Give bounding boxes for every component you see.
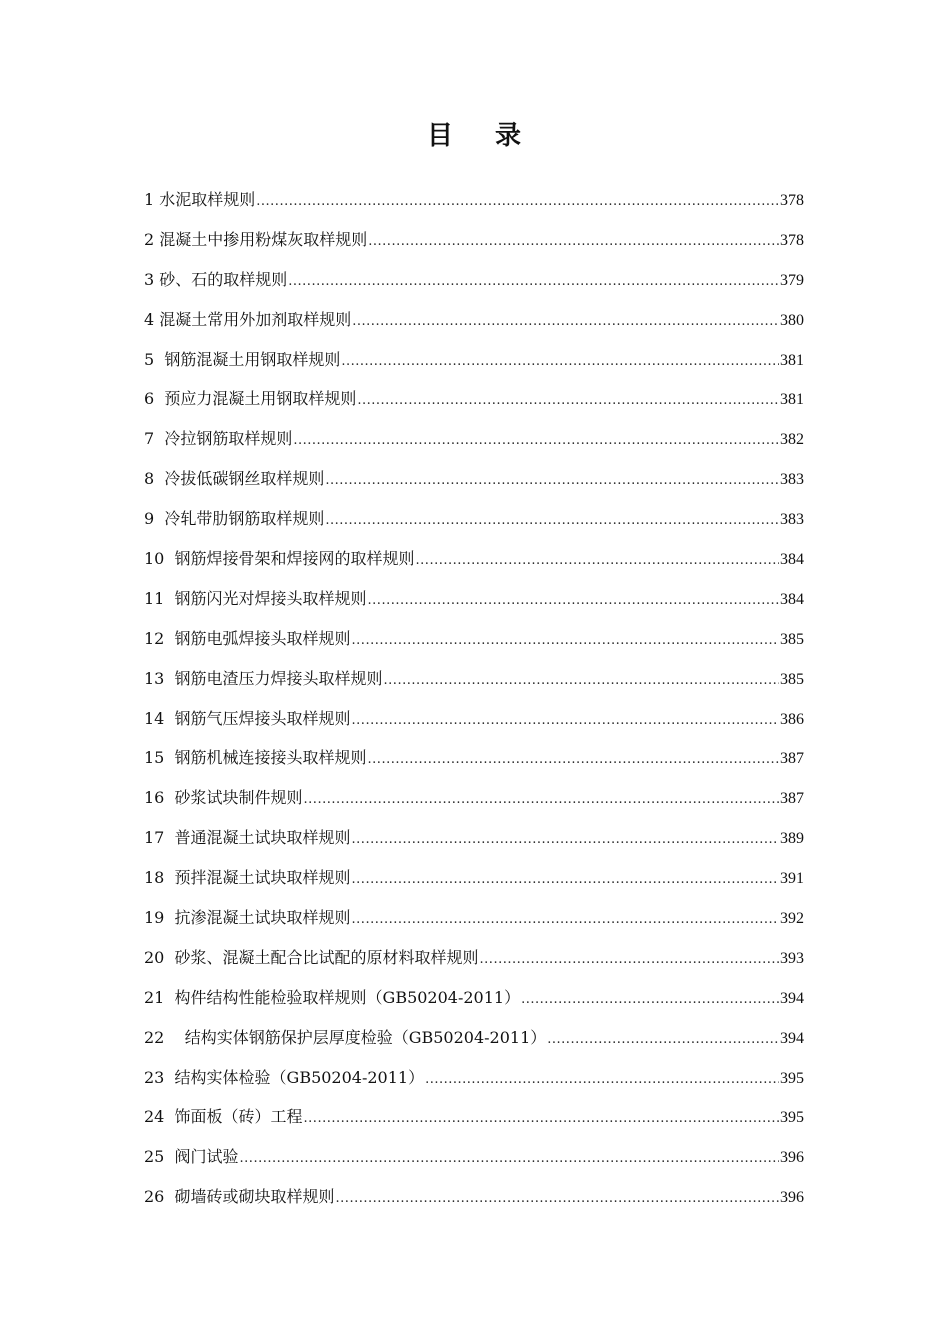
toc-entry-page-number: 394 [780,989,804,1007]
toc-dot-leader [352,866,779,894]
toc-entry-page-number: 384 [780,551,804,569]
toc-entry[interactable] [144,385,804,425]
toc-dot-leader [304,786,779,814]
toc-entry-page-number: 396 [780,1189,804,1207]
toc-entry-page-number: 389 [780,830,804,848]
toc-entry-page-number: 382 [780,431,804,449]
toc-dot-leader [288,268,779,296]
toc-entry[interactable] [144,226,804,266]
toc-entry-label: 21 构件结构性能检验取样规则（GB50204-2011） [144,987,521,1007]
toc-entry-page-number: 384 [780,590,804,608]
toc-dot-leader [304,1105,779,1133]
page-title [0,116,950,156]
toc-entry[interactable] [144,1143,804,1183]
toc-dot-leader [425,1066,779,1094]
toc-entry[interactable] [144,944,804,984]
toc-entry-page-number: 396 [780,1149,804,1167]
toc-dot-leader [368,228,779,256]
toc-entry-label: 5 钢筋混凝土用钢取样规则 [144,349,341,369]
toc-entry-page-number: 395 [780,1069,804,1087]
toc-entry[interactable] [144,904,804,944]
page-title-part1: 目 [426,121,455,151]
toc-dot-leader [325,507,779,535]
toc-entry-page-number: 387 [780,790,804,808]
toc-dot-leader [352,826,779,854]
toc-dot-leader [293,427,779,455]
toc-entry-page-number: 381 [780,391,804,409]
toc-entry-label: 14 钢筋气压焊接头取样规则 [144,708,351,728]
toc-dot-leader [357,387,779,415]
toc-entry-page-number: 383 [780,471,804,489]
toc-entry-label: 11 钢筋闪光对焊接头取样规则 [144,588,367,608]
toc-entry-page-number: 380 [780,311,804,329]
toc-entry-page-number: 378 [780,192,804,209]
toc-entry-label: 10 钢筋焊接骨架和焊接网的取样规则 [144,549,415,569]
toc-entry-page-number: 394 [780,1029,804,1047]
toc-dot-leader [480,946,779,974]
toc-entry-label: 15 钢筋机械连接接头取样规则 [144,748,367,768]
toc-entry[interactable] [144,306,804,346]
toc-entry[interactable] [144,705,804,745]
toc-entry[interactable] [144,665,804,705]
toc-entry-page-number: 395 [780,1109,804,1127]
toc-entry-label: 6 预应力混凝土用钢取样规则 [144,389,357,409]
toc-dot-leader [240,1145,779,1173]
toc-dot-leader [521,986,779,1014]
toc-entry[interactable] [144,744,804,784]
toc-entry-page-number: 385 [780,670,804,688]
toc-entry-label: 8 冷拔低碳钢丝取样规则 [144,469,325,489]
toc-dot-leader [325,467,779,495]
toc-entry-label: 25 阀门试验 [144,1147,239,1167]
toc-entry-page-number: 383 [780,511,804,529]
toc-dot-leader [368,746,779,774]
toc-entry[interactable] [144,1064,804,1104]
toc-entry-label: 22 结构实体钢筋保护层厚度检验（GB50204-2011） [144,1027,547,1047]
toc-entry-page-number: 381 [780,351,804,369]
toc-entry[interactable] [144,625,804,665]
toc-entry-label: 3 砂、石的取样规则 [144,269,288,289]
toc-entry-label: 2 混凝土中掺用粉煤灰取样规则 [144,229,368,249]
toc-entry[interactable] [144,864,804,904]
toc-dot-leader [352,906,779,934]
toc-entry-label: 13 钢筋电渣压力焊接头取样规则 [144,668,383,688]
toc-entry[interactable] [144,1024,804,1064]
toc-entry[interactable] [144,266,804,306]
toc-dot-leader [547,1026,779,1054]
toc-dot-leader [352,627,779,655]
table-of-contents [144,186,804,1223]
toc-entry-page-number: 392 [780,910,804,928]
page-title-part2: 录 [495,121,524,151]
toc-entry-label: 12 钢筋电弧焊接头取样规则 [144,628,351,648]
toc-entry-label: 24 饰面板（砖）工程 [144,1107,303,1127]
toc-dot-leader [256,188,779,216]
toc-dot-leader [384,667,779,695]
toc-entry[interactable] [144,784,804,824]
toc-entry[interactable] [144,1183,804,1223]
toc-entry[interactable] [144,984,804,1024]
toc-dot-leader [416,547,779,575]
toc-entry[interactable] [144,346,804,386]
toc-entry[interactable] [144,1103,804,1143]
toc-entry[interactable] [144,824,804,864]
toc-entry[interactable] [144,425,804,465]
toc-entry-page-number: 393 [780,949,804,967]
toc-entry[interactable] [144,465,804,505]
toc-entry-page-number: 386 [780,710,804,728]
toc-entry-label: 18 预拌混凝土试块取样规则 [144,868,351,888]
toc-entry-page-number: 385 [780,630,804,648]
toc-dot-leader [368,587,779,615]
toc-entry-page-number: 387 [780,750,804,768]
toc-entry[interactable] [144,545,804,585]
toc-entry-label: 4 混凝土常用外加剂取样规则 [144,309,352,329]
toc-entry-label: 20 砂浆、混凝土配合比试配的原材料取样规则 [144,947,479,967]
toc-dot-leader [352,308,779,336]
toc-entry[interactable] [144,585,804,625]
toc-dot-leader [352,707,779,735]
toc-entry-page-number: 378 [780,231,804,249]
toc-entry[interactable] [144,505,804,545]
toc-entry-label: 23 结构实体检验（GB50204-2011） [144,1067,425,1087]
toc-dot-leader [341,348,779,376]
toc-entry-label: 16 砂浆试块制件规则 [144,788,303,808]
toc-entry-label: 17 普通混凝土试块取样规则 [144,828,351,848]
toc-entry-label: 7 冷拉钢筋取样规则 [144,429,293,449]
toc-entry[interactable] [144,186,804,226]
toc-entry-label: 9 冷轧带肋钢筋取样规则 [144,509,325,529]
toc-entry-label: 26 砌墙砖或砌块取样规则 [144,1187,335,1207]
toc-entry-page-number: 391 [780,870,804,888]
toc-dot-leader [336,1185,779,1213]
toc-entry-label: 19 抗渗混凝土试块取样规则 [144,908,351,928]
toc-entry-page-number: 379 [780,271,804,289]
toc-entry-label: 1 水泥取样规则 [144,190,256,209]
